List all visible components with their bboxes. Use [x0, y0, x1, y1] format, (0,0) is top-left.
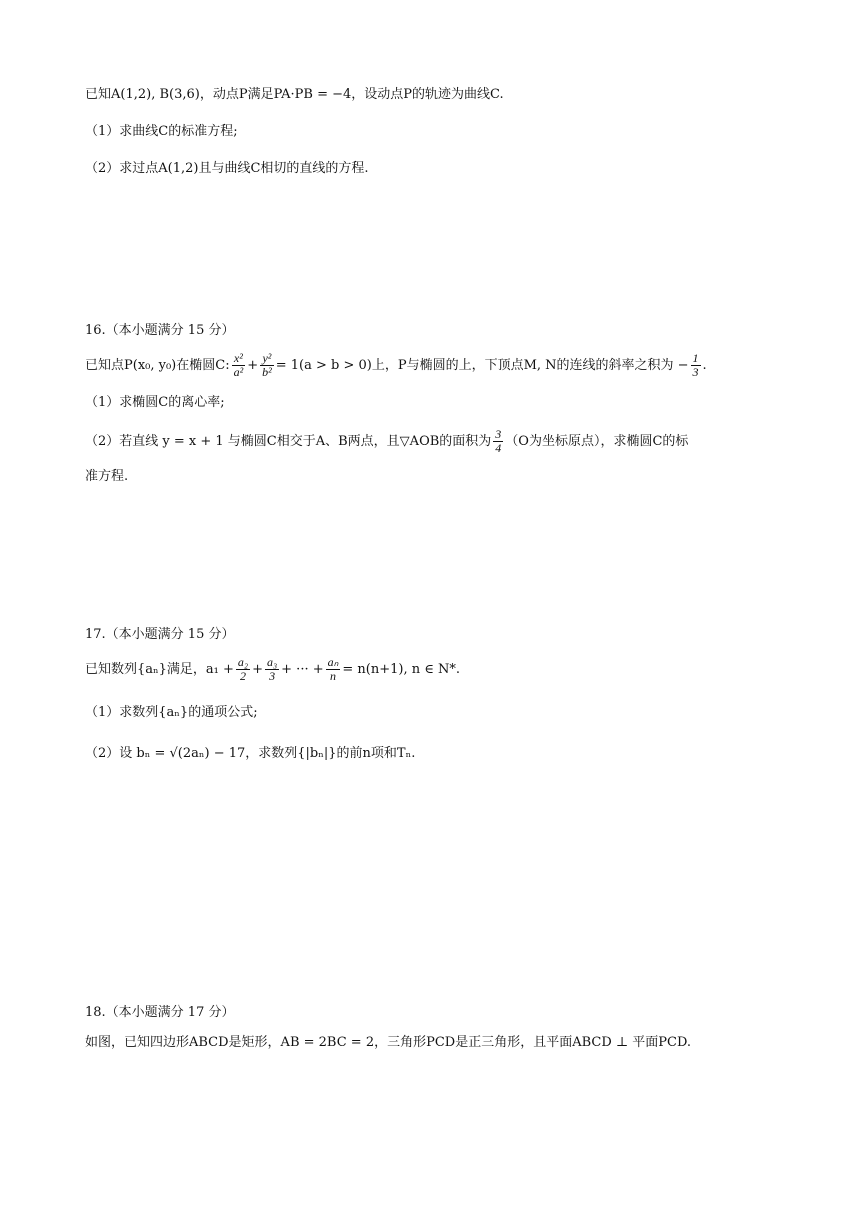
- problem16-part2-cont: 准方程.: [85, 469, 129, 484]
- termn-den: n: [330, 669, 336, 683]
- area-fraction: [493, 428, 503, 455]
- problem15-part2: （2）求过点A(1,2)且与曲线C相切的直线的方程.: [85, 161, 369, 176]
- term3-num: a₃: [266, 655, 278, 669]
- problem17-part1: （1）求数列{aₙ}的通项公式;: [85, 705, 258, 720]
- term2-fraction: [236, 656, 250, 683]
- ellipse-x-fraction: [232, 352, 246, 379]
- problem17-part2: （2）设 bₙ = √(2aₙ) − 17，求数列{|bₙ|}的前n项和Tₙ.: [85, 746, 416, 761]
- problem16-intro: 已知点P(x₀, y₀)在椭圆C: $\frac{\text{x²}}{\text{a²}}$ + $\frac{\text{y²}}{\text{b²}}$ = 1(a > b > 0)上，P与椭圆的上，下顶点M, N的连线的斜率之积为 − $\frac{1}{3}$ .: [85, 351, 707, 379]
- problem16-part2: [85, 428, 688, 455]
- termn-fraction: [326, 656, 341, 683]
- problem16-heading: 16.（本小题满分 15 分）: [85, 323, 235, 338]
- slope-den: 3: [692, 365, 699, 379]
- term2-den: 2: [239, 669, 246, 683]
- area-num: 3: [495, 427, 502, 441]
- area-den: 4: [495, 441, 502, 455]
- term2-num: a₂: [237, 655, 249, 669]
- problem18-heading: 18.（本小题满分 17 分）: [85, 1005, 235, 1020]
- ellipse-y-den: b²: [262, 365, 272, 379]
- ellipse-y-fraction: [260, 352, 274, 379]
- problem17-intro: 已知数列{aₙ}满足，a₁ + $\frac{\text{a₂}}{2}$ + $\frac{\text{a₃}}{3}$ + ··· + $\frac{\text{aₙ}}{n}$ = n(n+1), n ∈ N*.: [85, 655, 460, 683]
- ellipse-y-num: y²: [260, 352, 274, 366]
- term3-fraction: [265, 656, 279, 683]
- problem16-intro-end: .: [702, 358, 707, 373]
- problem15-intro: 已知A(1,2), B(3,6)，动点P满足PA·PB = −4，设动点P的轨迹为曲线C.: [85, 87, 504, 102]
- problem16-intro-a: 已知点P(x₀, y₀)在椭圆C:: [85, 358, 230, 373]
- problem18-intro: 如图，已知四边形ABCD是矩形，AB = 2BC = 2，三角形PCD是正三角形，且平面ABCD ⊥ 平面PCD.: [85, 1035, 692, 1050]
- problem17-intro-a: 已知数列{aₙ}满足，a₁ +: [85, 662, 234, 677]
- problem15-part1: （1）求曲线C的标准方程;: [85, 124, 238, 139]
- problem16-part2-b: （O为坐标原点），求椭圆C的标: [505, 434, 689, 449]
- problem17-heading: 17.（本小题满分 15 分）: [85, 627, 235, 642]
- ellipse-x-den: a²: [233, 365, 244, 379]
- termn-num: aₙ: [327, 655, 339, 669]
- slope-fraction: [691, 352, 701, 379]
- ellipse-x-num: x²: [232, 352, 246, 366]
- problem17-intro-b: = n(n+1), n ∈ N*.: [342, 662, 460, 677]
- slope-num: 1: [692, 351, 699, 365]
- term3-den: 3: [269, 669, 276, 683]
- problem16-intro-b: = 1(a > b > 0)上，P与椭圆的上，下顶点M, N的连线的斜率之积为 −: [275, 358, 689, 373]
- problem16-part1: （1）求椭圆C的离心率;: [85, 395, 225, 410]
- problem16-part2-a: （2）若直线 y = x + 1 与椭圆C相交于A、B两点，且▽AOB的面积为: [85, 434, 492, 449]
